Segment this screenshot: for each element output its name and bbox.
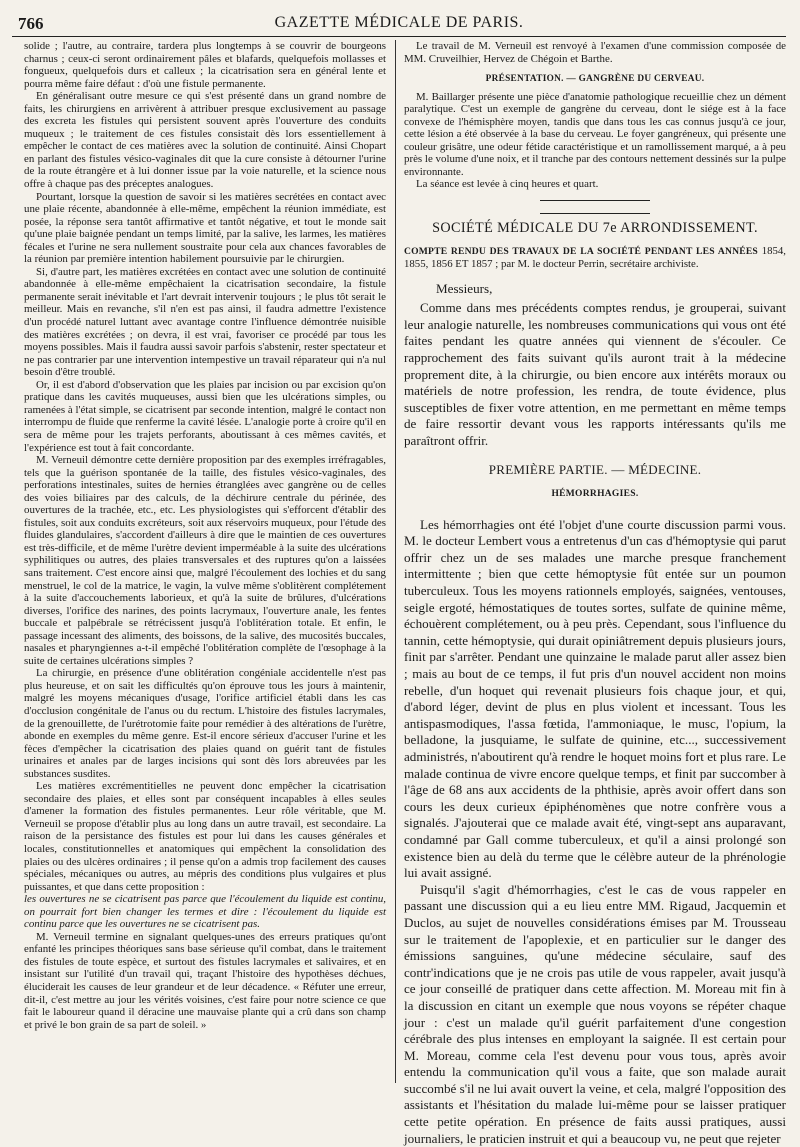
paragraph: Pourtant, lorsque la question de savoir si les matières secrétées en contact avec une plaie récente, abandonnée à elle-même, empêchent la réunion immédiate, est posée, la réponse sera tantôt affirmative et tantôt négative, et tout le monde sait qu'une plaie baignée pendant un temps limité, par la salive, les larmes, les matières fécales et l'urine ne sera nullement soustraite pour cela aux chances favorables de la réunion par première intention habilement poursuivie par le chirurgien. <box>24 190 386 266</box>
paragraph: M. Verneuil démontre cette dernière proposition par des exemples irréfragables, tels que la guérison spontanée de la taille, des fistules vésico-vaginales, des perforations intestinales, suites de hernies étranglées avec gangrène ou de celles des voies biliaires par des calculs, de la déchirure centrale du périnée, des ouvertures de la trachée, etc., etc. Les physiologistes qui s'efforcent d'établir des fistules, soit aux conduits excréteurs, soit aux réservoirs muqueux, pour l'étude des fluides glandulaires, s'accordent d'ailleurs à dire que le maintien de ces ouvertures est très-difficile, et de même l'urètre devient imperméable à la suite des ulcérations syphilitiques ou autres, des plaies transversales et des ruptures qu'on a laissées sans traitement. C'est encore ainsi que, malgré l'écoulement des lochies et du sang menstruel, le col de la matrice, le vagin, la vulve même s'oblitèrent complétement à la suite d'accouchements laborieux, et qu'à la suite de brûlures, d'ulcérations diverses, l'orifice des narines, des points lacrymaux, l'ouverture anale, les fentes buccale et palpébrale se rétrécissent jusqu'à l'oblitération totale. Et enfin, le passage incessant des aliments, des boissons, de la salive, des mucosités buccales, nasales et pharyngiennes a-t-il empêché l'oblitération complète de l'œsophage à la suite de certaines ulcérations simples ? <box>24 454 386 667</box>
paragraph: La séance est levée à cinq heures et quart. <box>416 178 599 191</box>
paragraph: M. Verneuil termine en signalant quelques-unes des erreurs pratiques qu'ont enfanté les principes théoriques sans base sérieuse qu'il combat, dans le traitement des fistules de toute espèce, et surtout des fistules lacrymales et salivaires, et en insistant sur l'utilité d'un travail qui, traçant l'histoire des hypothèses déchues, éluciderait les causes de leur grandeur et de leur décadence. « Réfuter une erreur, dit-il, c'est mettre au jour les vérités voisines, c'est faire pour notre science ce que fait le laboureur quand il déracine une mauvaise plante qui a crû dans son champ et privé le bon grain de sa part de soleil. » <box>24 930 386 1031</box>
section-title: HÉMORRHAGIES. <box>551 489 639 500</box>
paragraph: solide ; l'autre, au contraire, tardera plus longtemps à se couvrir de bourgeons charnus ; ceux-ci seront ordinairement pâles et blafards, quelquefois mollasses et fongueux, quelquefois durs et calleux ; la cicatrisation sera en général lente et pourra même faire défaut : d'où une fistule permanente. <box>24 40 386 90</box>
italic-proposition: les ouvertures ne se cicatrisent pas parce que l'écoulement du liquide est continu, on pourrait fort bien changer les termes et dire : l'écoulement du liquide est continu parce que les ouvertures ne se cicatrisent pas. <box>24 893 386 931</box>
right-column <box>404 40 786 1146</box>
paragraph: La chirurgie, en présence d'une oblitération congéniale accidentelle n'est pas plus heureuse, et on sait les difficultés qu'on éprouve tous les jours à maintenir, malgré les moyens mécaniques d'usage, l'orifice artificiel établi dans les cas d'occlusion congénitale de l'anus ou du rectum. L'histoire des fistules lacrymales, de la grenouillette, de l'urétrotomie faite pour remédier à des altérations de l'urètre, abonde en exemples du même genre. Est-il encore sérieux d'accuser l'urine et les fèces d'empêcher la cicatrisation des plaies quand on guérit tant de fistules urinaires et anales par de larges incisions qui sont dès lors abreuvées par les substances susdites. <box>24 667 386 780</box>
salutation: Messieurs, <box>436 280 493 296</box>
paragraph: Or, il est d'abord d'observation que les plaies par incision ou par excision qu'on pratique dans les cavités muqueuses, aussi bien que les ulcérations simples, ou ramenées à l'état simple, se cicatrisent par seconde intention, malgré le contact non interrompu de fluide que renferme la cavité lésée. L'analogie porte à croire qu'il en sera de même pour les trajets perforants, aboutissant à ces mêmes cavités, et l'expérience est tout à fait concordante. <box>24 378 386 454</box>
paragraph: Les hémorrhagies ont été l'objet d'une courte discussion parmi vous. M. le docteur Lembert vous a entretenus d'un cas d'hémoptysie qui parut offrir chez un de ses malades une marche presque franchement intermittente ; bien que cette hémoptysie fût entée sur un poumon tuberculeux. Tous les moyens rationnels employés, saignées, ventouses, seigle ergoté, hémostatiques de toutes sortes, sulfate de quinine même, échouèrent complétement, ou à peu près. Cependant, sous l'influence du tannin, cette hémoptysie, qui durait opiniâtrement depuis plusieurs jours, finit par s'arrêter. Pendant une quinzaine le malade parut aller assez bien ; mais au bout de ce temps, il fut pris d'un nouvel accident non moins rebelle, d'un hoquet qui revenait plusieurs fois chaque jour, et qui, d'abord léger, devint de plus en plus violent et incessant. Tous les antispasmodiques, l'assa fœtida, l'ammoniaque, le musc, l'opium, la belladone, la jusquiame, le sulfate de quinine, etc..., successivement administrés, n'aboutirent qu'à rendre le hoquet moins fort et plus rare. Le malade continua de vivre encore quelque temps, et finit par succomber à l'âge de 68 ans aux accidents de la phthisie, après avoir offert dans son cours les deux curieux épiphénomènes que notre confrère vous a signalés. J'ajouterai que ce malade avait été, vingt-sept ans auparavant, condamné par Gall comme tuberculeux, et qu'il a ainsi prolongé son existence bien au delà du terme que le célèbre auteur de la phrénologie lui avait assigné. <box>404 516 786 881</box>
page-number: 766 <box>18 14 44 33</box>
part-title: PREMIÈRE PARTIE. — MÉDECINE. <box>488 461 702 477</box>
paragraph: Si, d'autre part, les matières excrétées en contact avec une solution de continuité abandonnée à elle-même empêchaient la cicatrisation secondaire, la fistule permanente serait inévitable et l'art devrait intervenir toujours ; le plus tôt serait le meilleur. Mais en revanche, s'il n'en est pas ainsi, il faudra admettre l'existence d'un procédé naturel luttant avec avantage contre l'influence démontrée nuisible des matières excrétées ; on devra, il est vrai, favoriser ce procédé par tous les moyens possibles. Mais il faudra aussi savoir parfois s'abstenir, rester spectateur et ne pas contrarier par une intervention intempestive un travail réparateur qui n'a nul besoin d'être troublé. <box>24 265 386 379</box>
report-body <box>404 281 786 1147</box>
journal-title: GAZETTE MÉDICALE DE PARIS. <box>274 14 524 31</box>
section-rule-thin <box>540 213 650 214</box>
presentation-heading: PRÉSENTATION. — GANGRÈNE DU CERVEAU. <box>485 74 705 85</box>
paragraph: Comme dans mes précédents comptes rendus, je grouperai, suivant leur analogie naturelle, les nombreuses communications qui vous ont été faites pendant les quatre années qui viennent de s'écouler. Ce rapprochement des faits suivant qu'ils auront trait à la médecine proprement dite, à la chirurgie, ou bien encore aux intérêts moraux ou matériels de notre profession, les rendra, de toute évidence, plus susceptibles de fixer votre attention, en me permettant en même temps de faire ressortir devant vous les rapports intéressants qu'ils me paraîtront offrir. <box>404 300 786 448</box>
report-subtitle <box>404 245 786 271</box>
paragraph: M. Baillarger présente une pièce d'anatomie pathologique recueillie chez un dément paralytique. C'est un exemple de gangrène du cerveau, dont le siége est à la face convexe de l'hémisphère moyen, tandis que dans tous les cas connus jusqu'à ce jour, cette lésion a été observée à la base du cerveau. Le foyer gangréneux, qui présente une couleur grisâtre, une odeur fétide caractéristique et un ramollissement marqué, a à peu près le volume d'une noix, et il tranche par des contours nettement dessinés sur la pulpe environnante. <box>404 90 786 178</box>
report-subtitle-rest: 1854, 1855, 1856 ET 1857 ; par M. le docteur Perrin, secrétaire archiviste. <box>404 244 786 270</box>
paragraph: En généralisant outre mesure ce qui s'est présenté dans un grand nombre de faits, les chirurgiens en arrivèrent à attribuer presque exclusivement au passage des excreta les fistules qui persistent souvent après l'ouverture des conduits muqueux ; le traitement de ces fistules consistait dès lors essentiellement à empêcher le contact de ces matières avec la solution de continuité. Ainsi Chopart en parlant des fistules vésico-vaginales dit que la cure consiste à détourner l'urine de la route étrangère et à lui donner issue par la voie naturelle, et la science nous offre à chaque pas des préceptes analogues. <box>24 90 386 191</box>
left-column <box>24 40 386 1083</box>
paragraph: Puisqu'il s'agit d'hémorrhagies, c'est le cas de vous rappeler en passant une discussion qui a eu lieu entre MM. Rigaud, Jacquemin et Duclos, au sujet de nouvelles considérations émises par M. Trousseau sur le traitement de l'apoplexie, et en particulier sur le danger des émissions sanguines, qu'une médecine séculaire, sauf des contr'indications que je ne crois pas utile de vous rappeler, avait jusqu'à ce jour conseillé de pratiquer dans cette affection. M. Moreau mit fin à la discussion en citant un exemple que nous voyons se répéter chaque jour : c'est un malade qu'il guérit parfaitement d'une congestion cérébrale des plus intenses en employant la saignée. Il est certain pour M. Moreau, comme cela l'est devenu pour vous tous, après avoir entendu la communication qu'il vous a faite, que son malade aurait succombé s'il ne lui avait ouvert la veine, et cela, malgré l'opposition des assistants et l'hésitation du malade lui-même pour se laisser pratiquer cette petite opération. En présence de faits aussi pratiques, aussi journaliers, le praticien instruit et qui a beaucoup vu, ne peut que rejeter <box>404 881 786 1146</box>
column-divider <box>395 40 396 1083</box>
report-subtitle-caps: COMPTE RENDU DES TRAVAUX DE LA SOCIÉTÉ PENDANT LES ANNÉES <box>404 245 758 257</box>
paragraph: Les matières excrémentitielles ne peuvent donc empêcher la cicatrisation secondaire des plaies, et elles sont par conséquent incapables à elles seules d'amener la formation des fistules permanentes. Leur rôle véritable, que M. Verneuil se propose d'établir plus au long dans un autre travail, est secondaire. La raison de la persistance des fistules est pour lui dans les causes générales et locales, constitutionnelles et anatomiques qui empêchent la consolidation des plaies ou des ulcères ordinaires ; il pense qu'on a admis trop facilement des causes spéciales, mécaniques ou autres, au mépris des conditions plus vulgaires et plus puissantes, et que dans cette proposition : <box>24 780 386 893</box>
section-rule <box>540 200 650 201</box>
paragraph: Le travail de M. Verneuil est renvoyé à l'examen d'une commission composée de MM. Cruveilhier, Hervez de Chégoin et Barthe. <box>404 40 786 65</box>
page-header <box>12 10 786 37</box>
society-title: SOCIÉTÉ MÉDICALE DU 7e ARRONDISSEMENT. <box>432 220 758 237</box>
